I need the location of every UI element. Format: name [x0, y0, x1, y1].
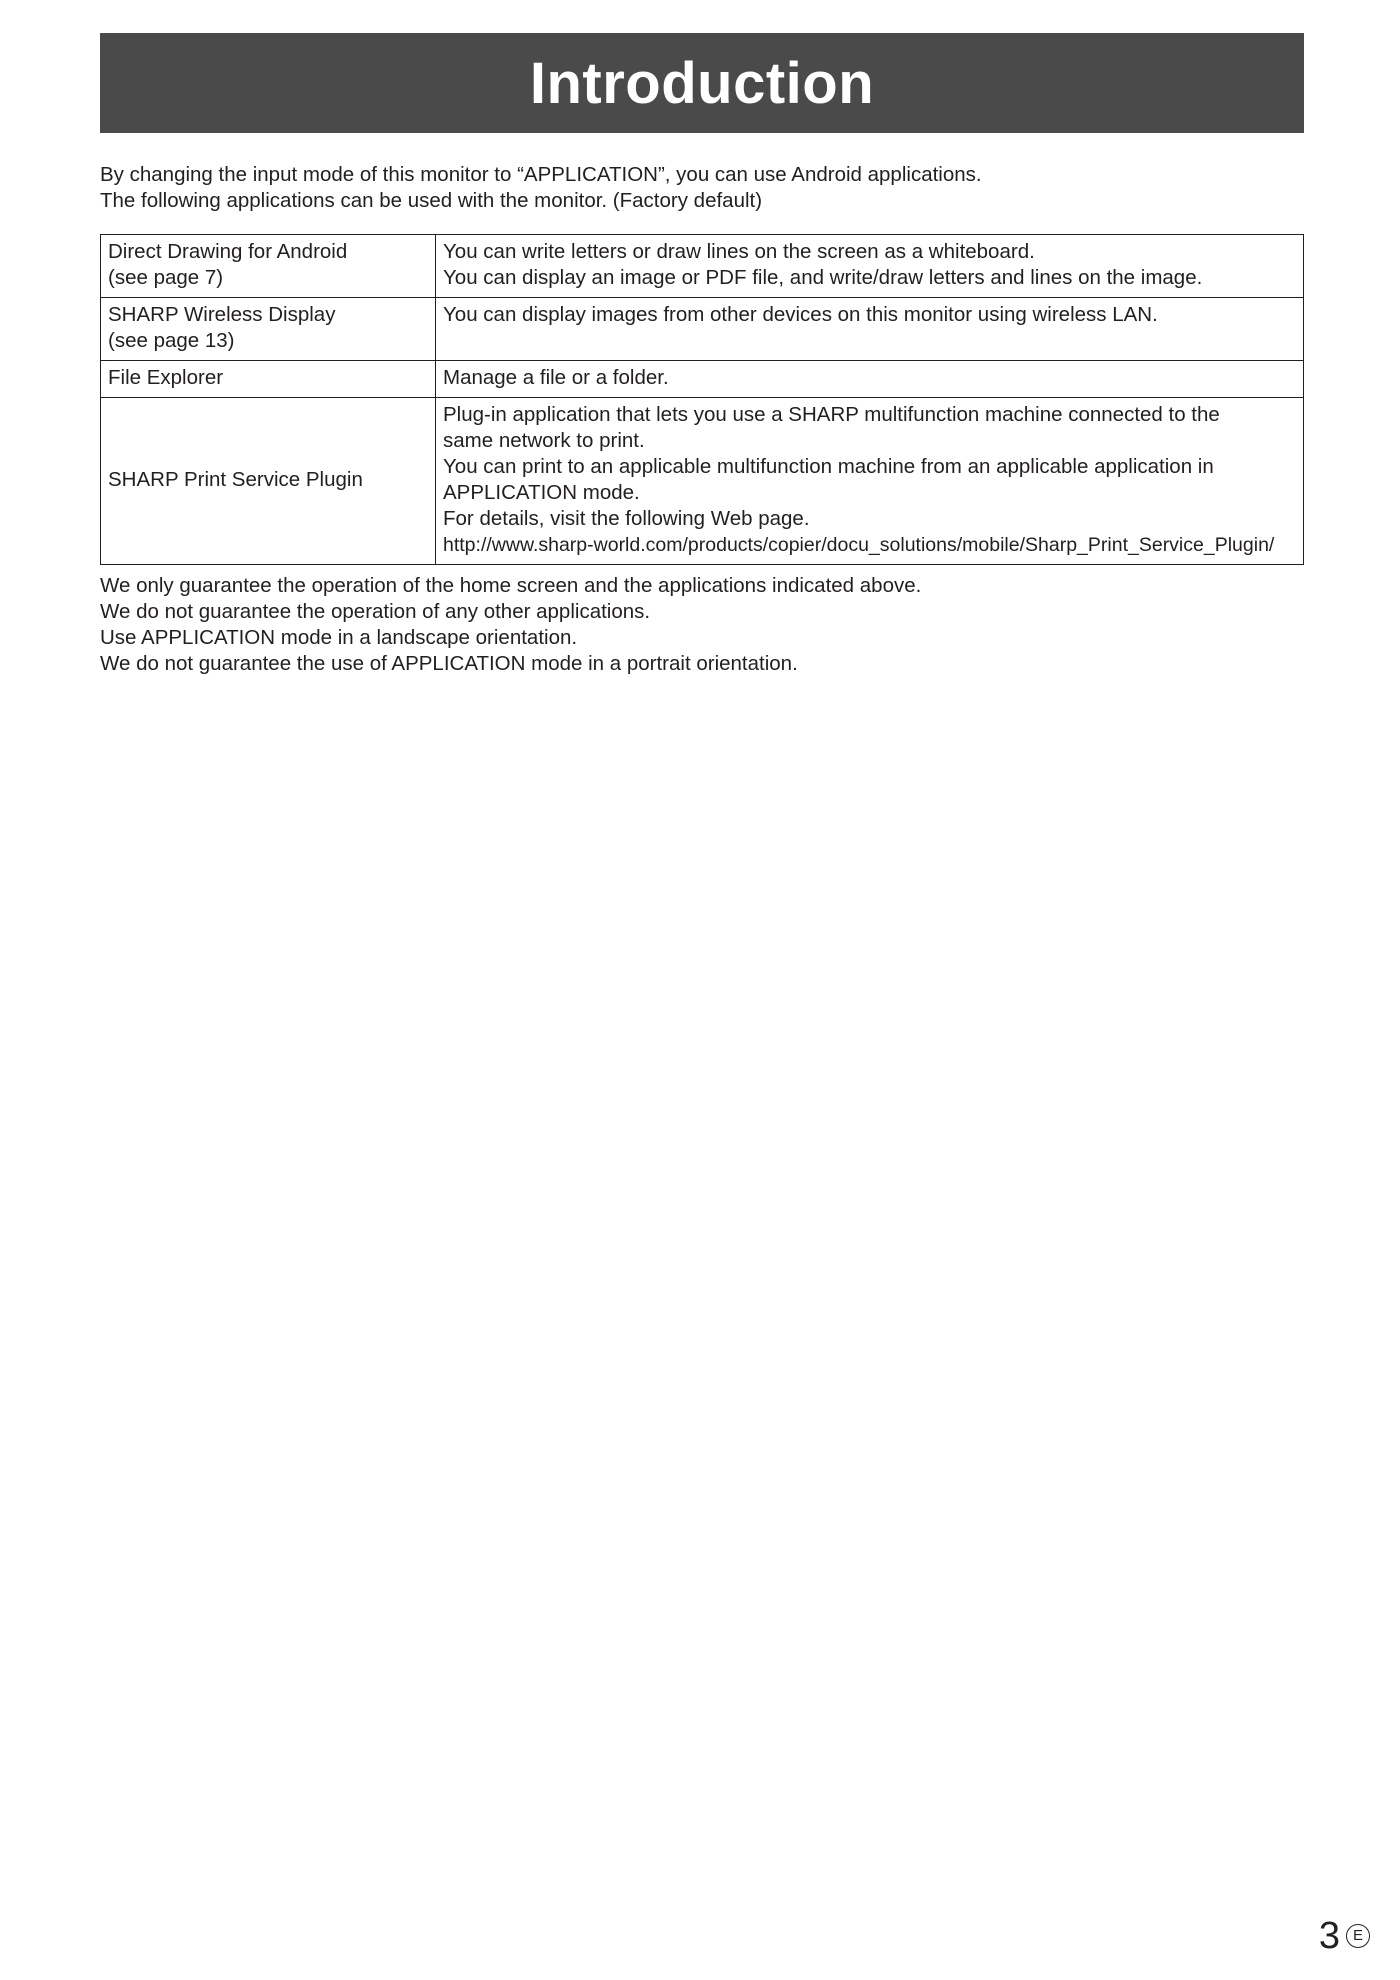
notes-text: [100, 573, 1304, 677]
table-row: [101, 298, 1304, 361]
app-description-line: Manage a file or a folder.: [443, 366, 669, 389]
app-name-cell: [101, 361, 436, 398]
table-row: [101, 361, 1304, 398]
page-title: Introduction: [529, 50, 875, 116]
page-footer: [1319, 1916, 1370, 1956]
app-name: SHARP Wireless Display: [108, 303, 336, 326]
app-description-line: You can display an image or PDF file, and write/draw letters and lines on the image.: [443, 266, 1203, 289]
app-description-cell: [436, 398, 1304, 565]
app-description-line: APPLICATION mode.: [443, 481, 640, 504]
app-description-cell: [436, 298, 1304, 361]
table-row: [101, 235, 1304, 298]
app-description-line: same network to print.: [443, 429, 645, 452]
plugin-url-link[interactable]: http://www.sharp-world.com/products/copier/docu_solutions/mobile/Sharp_Print_Service_Plugin/: [443, 534, 1275, 556]
applications-table: [100, 234, 1304, 565]
intro-line-2: The following applications can be used with the monitor. (Factory default): [100, 189, 763, 212]
app-description-cell: [436, 361, 1304, 398]
app-name-cell: [101, 235, 436, 298]
language-badge-icon: E: [1346, 1924, 1370, 1948]
title-bar: [100, 33, 1304, 133]
intro-text: [100, 162, 1304, 214]
app-description-line: You can write letters or draw lines on the screen as a whiteboard.: [443, 240, 1035, 263]
app-description-line: For details, visit the following Web page.: [443, 507, 810, 530]
note-line: Use APPLICATION mode in a landscape orientation.: [100, 626, 578, 649]
app-description-line: You can display images from other devices on this monitor using wireless LAN.: [443, 303, 1158, 326]
note-line: We only guarantee the operation of the home screen and the applications indicated above.: [100, 574, 922, 597]
app-page-ref: (see page 7): [108, 266, 224, 289]
note-line: We do not guarantee the operation of any other applications.: [100, 600, 651, 623]
page-number: 3: [1318, 1915, 1340, 1957]
app-name: File Explorer: [108, 366, 224, 389]
app-name-cell: [101, 398, 436, 565]
app-description-line: You can print to an applicable multifunction machine from an applicable application in: [443, 455, 1214, 478]
app-name-cell: [101, 298, 436, 361]
note-line: We do not guarantee the use of APPLICATION mode in a portrait orientation.: [100, 652, 798, 675]
app-description-cell: [436, 235, 1304, 298]
app-name: SHARP Print Service Plugin: [108, 468, 363, 491]
app-name: Direct Drawing for Android: [108, 240, 348, 263]
table-row: [101, 398, 1304, 565]
app-description-line: Plug-in application that lets you use a SHARP multifunction machine connected to the: [443, 403, 1220, 426]
intro-line-1: By changing the input mode of this monitor to “APPLICATION”, you can use Android applications.: [100, 163, 982, 186]
app-page-ref: (see page 13): [108, 329, 235, 352]
